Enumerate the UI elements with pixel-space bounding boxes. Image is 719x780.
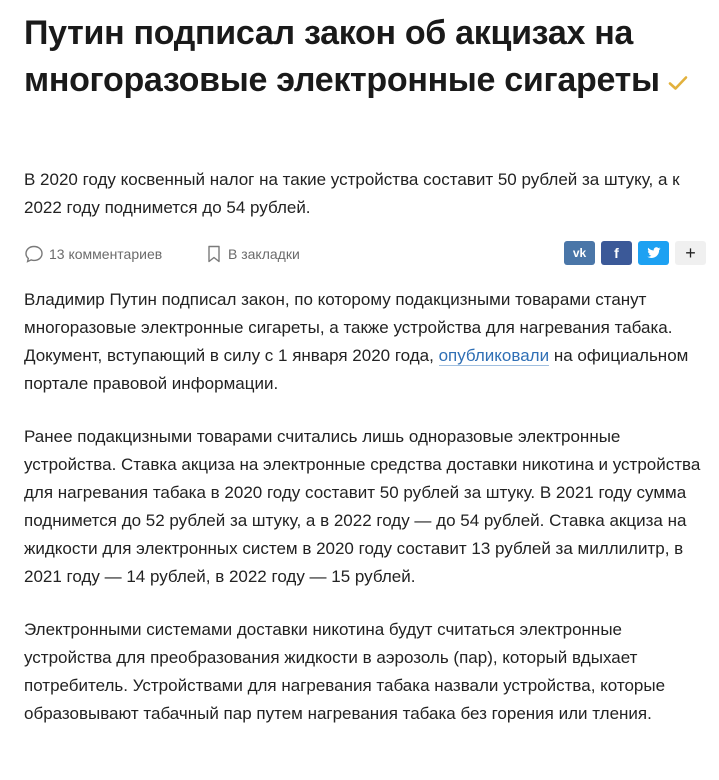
article-body <box>24 286 714 753</box>
article-title <box>24 10 694 106</box>
vk-icon: vk <box>572 246 587 260</box>
bookmark-button[interactable] <box>205 244 300 264</box>
article-lead: В 2020 году косвенный налог на такие устройства составит 50 рублей за штуку, а к 2022 году поднимется до 54 рублей. <box>24 170 680 217</box>
more-share-button[interactable] <box>675 241 706 265</box>
plus-icon: + <box>685 242 696 263</box>
paragraph-1-text-end: на официальном портале правовой информации. <box>24 346 689 393</box>
vk-share-button[interactable] <box>564 241 595 265</box>
facebook-share-button[interactable] <box>601 241 632 265</box>
published-link[interactable]: опубликовали <box>438 346 550 365</box>
article-paragraph-1 <box>24 286 714 398</box>
speech-bubble-icon <box>24 244 44 264</box>
comments-count-label: 13 комментариев <box>49 246 163 262</box>
comments-link[interactable] <box>24 244 162 264</box>
article-paragraph-2: Ранее подакцизными товарами считались лишь одноразовые электронные устройства. Ставка акциза на электронные средства доставки никотина и устройства для нагревания табака в 2020 году составит 50 рублей за штуку. В 2021 году сумма поднимется до 52 рублей за штуку, а в 2022 году — до 54 рублей. Ставка акциза на жидкости для электронных систем в 2020 году составит 13 рублей за миллилитр, в 2021 году — 14 рублей, в 2022 году — 15 рублей. <box>24 427 701 586</box>
bookmark-icon <box>205 244 223 264</box>
verified-checkmark-icon <box>668 57 688 104</box>
article-paragraph-3: Электронными системами доставки никотина будут считаться электронные устройства для преобразования жидкости в аэрозоль (пар), который вдыхает потребитель. Устройствами для нагревания табака назвали устройства, которые образовывают табачный пар путем нагревания табака без горения или тления. <box>24 620 666 723</box>
paragraph-1-text-start: Владимир Путин подписал закон, по которому подакцизными товарами станут многоразовые электронные сигареты, а также устройства для нагревания табака. Документ, вступающий в силу с 1 января 2020 года, <box>24 290 673 365</box>
bookmark-label: В закладки <box>228 246 300 262</box>
article-meta-bar <box>24 238 706 270</box>
facebook-icon: f <box>614 245 619 261</box>
twitter-share-button[interactable] <box>638 241 669 265</box>
article-title-text: Путин подписал закон об акцизах на многоразовые электронные сигареты <box>24 14 660 99</box>
share-buttons <box>564 241 706 265</box>
twitter-bird-icon <box>647 247 661 259</box>
